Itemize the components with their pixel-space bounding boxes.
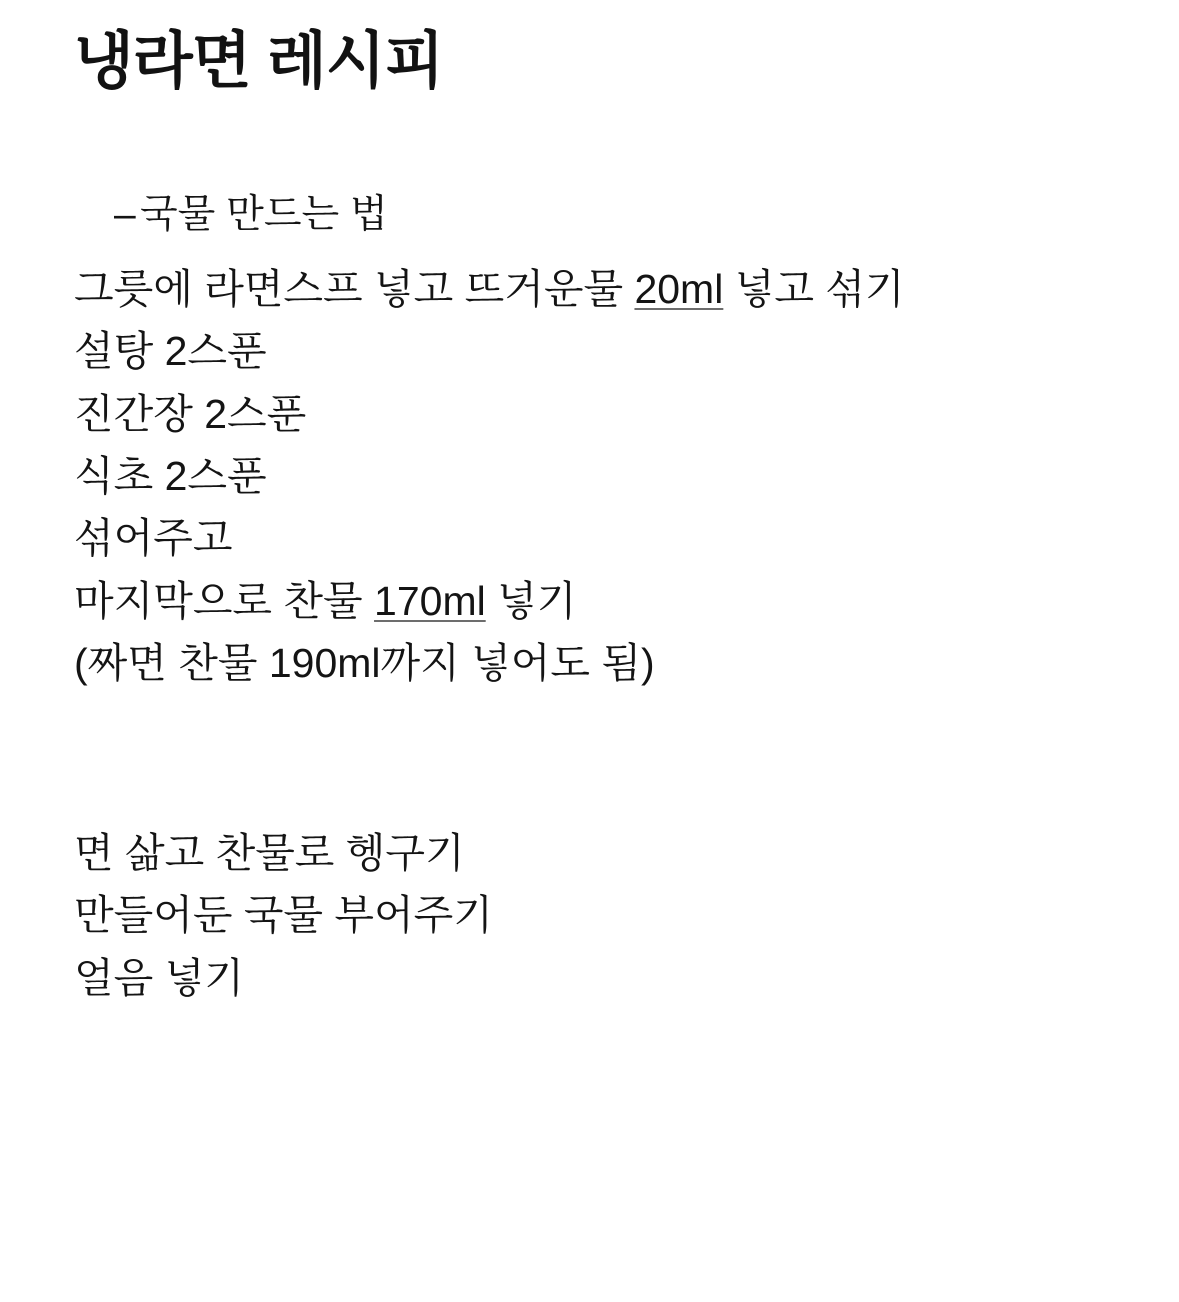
- step-measure: 20ml: [634, 265, 724, 312]
- page-title: 냉라면 레시피: [74, 27, 444, 96]
- step-text-after: 넣기: [485, 577, 577, 624]
- broth-section-heading: [74, 189, 1179, 242]
- recipe-step: [74, 570, 1179, 632]
- recipe-step: [74, 947, 1179, 1009]
- step-text: 만들어둔 국물 부어주기: [74, 892, 493, 939]
- note-text: (짜면 찬물 190ml까지 넣어도 됨): [74, 639, 655, 686]
- step-text: 얼음 넣기: [74, 954, 244, 1001]
- step-text-before: 마지막으로 찬물: [74, 577, 375, 624]
- step-text-before: 설탕 2스푼: [74, 328, 267, 375]
- bullet-dash-icon: –: [114, 193, 136, 237]
- step-text-before: 진간장 2스푼: [74, 390, 307, 437]
- section-spacer: [0, 694, 1179, 822]
- document-page: [0, 26, 1179, 1302]
- step-measure: 170ml: [374, 577, 486, 624]
- recipe-step: [74, 320, 1179, 382]
- recipe-step: [74, 507, 1179, 569]
- recipe-step: [74, 383, 1179, 445]
- recipe-step: [74, 822, 1179, 884]
- step-text-before: 섞어주고: [74, 515, 233, 562]
- broth-section-heading-label: 국물 만드는 법: [140, 193, 388, 237]
- broth-section: [74, 97, 1179, 694]
- step-text-before: 그릇에 라면스프 넣고 뜨거운물: [74, 265, 635, 312]
- step-text: 면 삶고 찬물로 헹구기: [74, 830, 465, 877]
- recipe-note: [74, 632, 1179, 694]
- recipe-step: [74, 884, 1179, 946]
- step-text-before: 식초 2스푼: [74, 452, 267, 499]
- assembly-section: [74, 822, 1179, 1009]
- step-text-after: 넣고 섞기: [723, 265, 905, 312]
- recipe-step: [74, 445, 1179, 507]
- recipe-step: [74, 258, 1179, 320]
